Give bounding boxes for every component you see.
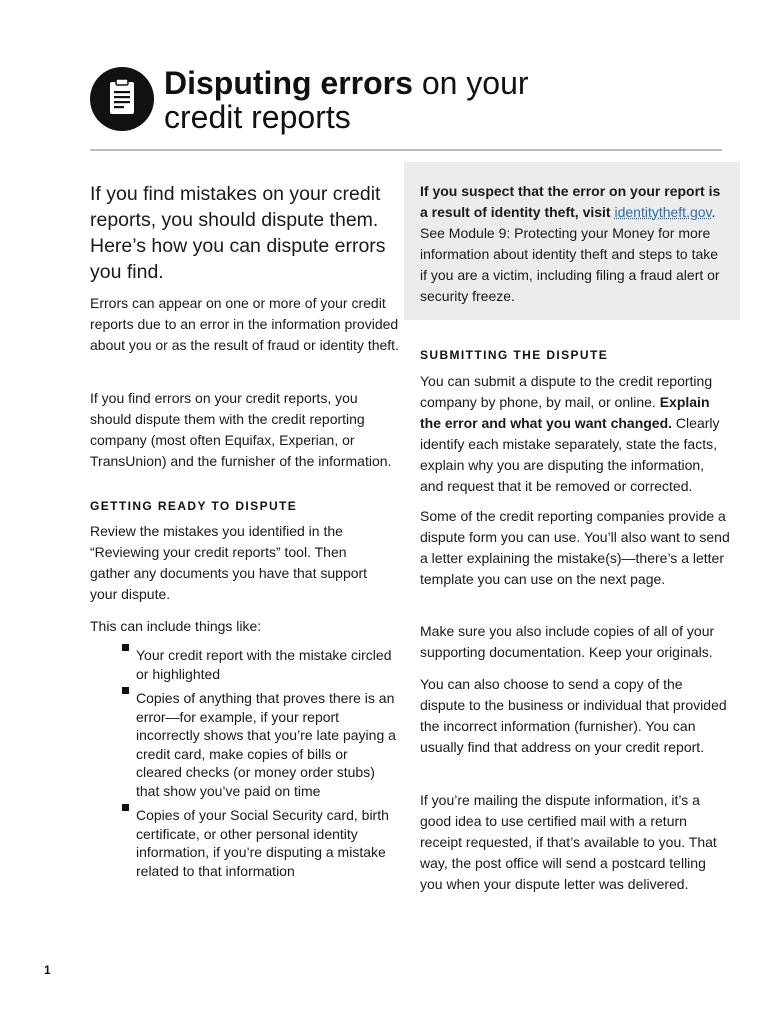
identity-theft-callout xyxy=(404,162,740,320)
header-divider xyxy=(90,149,722,151)
section-heading-getting-ready: GETTING READY TO DISPUTE xyxy=(90,499,298,513)
left-para-3 xyxy=(90,521,382,605)
left-para-4 xyxy=(90,616,400,637)
dispute-paragraph: If you find errors on your credit reports, you should dispute them with the credit reporting company (most often Equifax, Experian, or TransUnion) and the furnisher of the information. xyxy=(90,390,392,469)
bullet-square-icon xyxy=(122,644,129,651)
submit-text-bold: Explain the error and what you want changed. xyxy=(420,394,710,431)
list-item xyxy=(122,646,397,683)
callout-rest: See Module 9: Protecting your Money for more information about identity theft and steps to take if you are a victim, including filing a fraud alert or security freeze. xyxy=(420,225,720,304)
copies-paragraph: Make sure you also include copies of all of your supporting documentation. Keep your originals. xyxy=(420,623,715,660)
lead-paragraph: If you find mistakes on your credit reports, you should dispute them. Here’s how you can dispute errors you find. xyxy=(90,183,386,283)
review-paragraph: Review the mistakes you identified in the “Reviewing your credit reports” tool. Then gather any documents you have that support your dispute. xyxy=(90,523,368,602)
callout-text xyxy=(420,181,725,307)
submit-text-start: You can submit a dispute to the credit reporting company by phone, by mail, or online. xyxy=(420,373,713,410)
furnisher-paragraph: You can also choose to send a copy of the dispute to the business or individual that provided the incorrect information (furnisher). You can usually find that address on your credit report. xyxy=(420,676,727,755)
left-para-1 xyxy=(90,293,400,356)
right-para-5 xyxy=(420,790,730,895)
right-para-2 xyxy=(420,506,730,590)
bullet-square-icon xyxy=(122,804,129,811)
identitytheft-link[interactable]: identitytheft.gov xyxy=(614,204,712,220)
callout-after-link: . xyxy=(711,204,716,220)
document-list xyxy=(122,646,397,886)
certified-mail-paragraph: If you’re mailing the dispute information, it’s a good idea to use certified mail with a return receipt requested, if that’s available to you. That way, the post office will send a postcard telling you when your dispute letter was delivered. xyxy=(420,792,717,892)
page-title xyxy=(164,66,529,134)
right-para-3 xyxy=(420,621,730,663)
document-icon xyxy=(90,67,154,131)
list-item-text: Your credit report with the mistake circled or highlighted xyxy=(136,647,392,682)
list-item-text: Copies of anything that proves there is an error—for example, if your report incorrectly shows that you’re late paying a credit card, make copies of bills or cleared checks (or money order stubs) that show you’ve paid on time xyxy=(136,690,396,799)
list-item-text: Copies of your Social Security card, birth certificate, or other personal identity information, if you’re disputing a mistake related to that information xyxy=(136,807,389,879)
errors-paragraph: Errors can appear on one or more of your credit reports due to an error in the information provided about you or as the result of fraud or identity theft. xyxy=(90,295,399,353)
bullet-square-icon xyxy=(122,687,129,694)
title-line2: credit reports xyxy=(164,99,351,135)
submit-text-end: Clearly identify each mistake separately, state the facts, explain why you are disputing the information, and request that it be removed or corrected. xyxy=(420,415,720,494)
submit-paragraph xyxy=(420,371,730,497)
right-para-4 xyxy=(420,674,730,758)
list-item xyxy=(122,806,397,880)
list-item xyxy=(122,689,397,800)
title-bold: Disputing errors xyxy=(164,65,413,101)
left-para-2 xyxy=(90,388,400,472)
right-para-1 xyxy=(420,371,730,497)
dispute-form-paragraph: Some of the credit reporting companies provide a dispute form you can use. You’ll also want to send a letter explaining the mistake(s)—there’s a letter template you can use on the next page. xyxy=(420,508,730,587)
callout-bold: If you suspect that the error on your report is a result of identity theft, visit xyxy=(420,183,721,220)
include-paragraph: This can include things like: xyxy=(90,618,262,634)
section-heading-submitting: SUBMITTING THE DISPUTE xyxy=(420,348,609,362)
page-number: 1 xyxy=(44,963,51,977)
title-rest: on your xyxy=(412,65,529,101)
